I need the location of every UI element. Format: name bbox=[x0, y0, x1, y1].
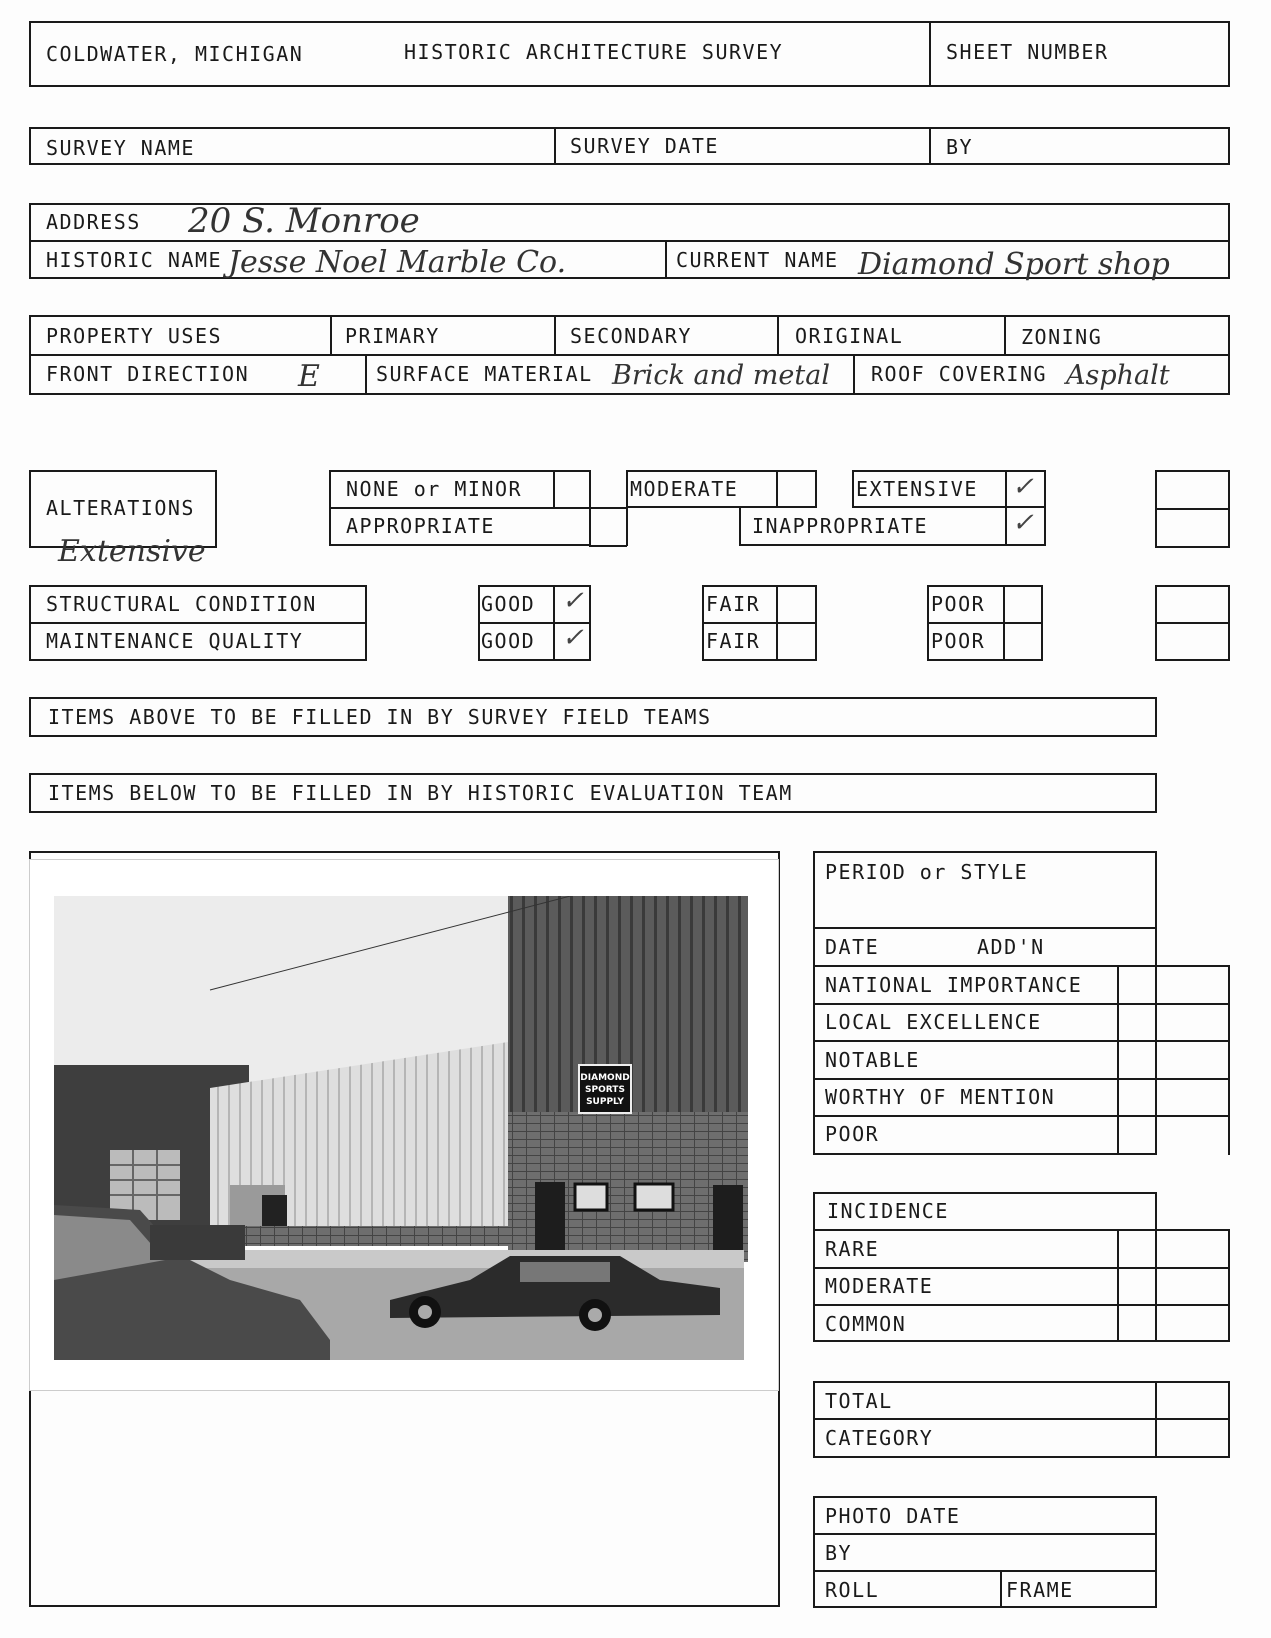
inc-col-1 bbox=[1117, 1229, 1119, 1342]
historic-name-label: HISTORIC NAME bbox=[46, 248, 223, 272]
maintenance-good: GOOD bbox=[481, 629, 536, 653]
surface-material-value: Brick and metal bbox=[612, 360, 830, 391]
inc-col-2 bbox=[1228, 1229, 1230, 1342]
surface-material-label: SURFACE MATERIAL bbox=[376, 362, 593, 386]
maintenance-quality-label: MAINTENANCE QUALITY bbox=[46, 629, 304, 653]
eval-col-2 bbox=[1228, 965, 1230, 1155]
totals-col bbox=[1155, 1381, 1157, 1458]
structural-condition-label: STRUCTURAL CONDITION bbox=[46, 592, 317, 616]
sign-sports: SPORTS bbox=[585, 1085, 625, 1095]
alt-row-bottom bbox=[589, 545, 627, 547]
inappropriate-check: ✓ bbox=[1012, 508, 1034, 538]
moderate-label: MODERATE bbox=[630, 477, 739, 501]
sign-diamond: DIAMOND bbox=[580, 1073, 630, 1083]
period-style-label: PERIOD or STYLE bbox=[825, 860, 1029, 884]
addn-label: ADD'N bbox=[977, 935, 1045, 959]
current-name-value: Diamond Sport shop bbox=[858, 247, 1170, 282]
maintenance-fair: FAIR bbox=[706, 629, 761, 653]
maintenance-poor: POOR bbox=[931, 629, 986, 653]
uses-col-1 bbox=[330, 315, 332, 355]
uses-col-3 bbox=[777, 315, 779, 355]
extensive-label: EXTENSIVE bbox=[856, 477, 978, 501]
poor-rating-label: POOR bbox=[825, 1122, 880, 1146]
poor-divider bbox=[927, 622, 1043, 624]
alterations-note: Extensive bbox=[58, 534, 206, 569]
uses-col-4 bbox=[1004, 315, 1006, 355]
front-direction-label: FRONT DIRECTION bbox=[46, 362, 250, 386]
note-below: ITEMS BELOW TO BE FILLED IN BY HISTORIC EVALUATION TEAM bbox=[48, 781, 793, 805]
address-label: ADDRESS bbox=[46, 210, 141, 234]
fair-cell bbox=[776, 585, 778, 661]
condition-label-divider bbox=[29, 622, 367, 624]
inc-row-1 bbox=[813, 1229, 1230, 1231]
survey-divider-1 bbox=[554, 127, 556, 165]
notable-label: NOTABLE bbox=[825, 1048, 920, 1072]
alt-connector bbox=[626, 507, 628, 546]
building-photo bbox=[30, 860, 778, 1390]
eval-row-3 bbox=[813, 1040, 1230, 1042]
none-minor-cell bbox=[553, 470, 555, 508]
rare-label: RARE bbox=[825, 1237, 880, 1261]
structural-poor: POOR bbox=[931, 592, 986, 616]
header-title: HISTORIC ARCHITECTURE SURVEY bbox=[404, 40, 784, 64]
eval-row-5 bbox=[813, 1115, 1230, 1117]
photo-by-label: BY bbox=[825, 1541, 853, 1565]
date-label: DATE bbox=[825, 935, 880, 959]
category-label: CATEGORY bbox=[825, 1426, 934, 1450]
extensive-check: ✓ bbox=[1012, 472, 1034, 502]
total-label: TOTAL bbox=[825, 1389, 893, 1413]
uses-divider bbox=[29, 354, 1230, 356]
eval-row-2 bbox=[813, 1003, 1230, 1005]
worthy-of-mention-label: WORTHY OF MENTION bbox=[825, 1085, 1056, 1109]
structural-good-check: ✓ bbox=[562, 586, 584, 616]
common-label: COMMON bbox=[825, 1312, 907, 1336]
national-importance-label: NATIONAL IMPORTANCE bbox=[825, 973, 1083, 997]
original-label: ORIGINAL bbox=[795, 324, 904, 348]
photo-info-row-1 bbox=[813, 1533, 1157, 1535]
property-uses-label: PROPERTY USES bbox=[46, 324, 223, 348]
alt-row-divider-a bbox=[329, 507, 627, 509]
survey-date-label: SURVEY DATE bbox=[570, 134, 719, 158]
address-value: 20 S. Monroe bbox=[188, 201, 420, 241]
survey-row-bottom bbox=[29, 163, 1230, 165]
eval-col-1 bbox=[1117, 965, 1119, 1155]
appropriate-label: APPROPRIATE bbox=[346, 514, 495, 538]
zoning-label: ZONING bbox=[1021, 325, 1103, 349]
header-divider bbox=[929, 21, 931, 87]
incidence-label: INCIDENCE bbox=[827, 1199, 949, 1223]
poor-cell bbox=[1003, 585, 1005, 661]
structural-good: GOOD bbox=[481, 592, 536, 616]
survey-divider-2 bbox=[929, 127, 931, 165]
uses-col-6 bbox=[853, 354, 855, 395]
roll-label: ROLL bbox=[825, 1578, 880, 1602]
sheet-number-label: SHEET NUMBER bbox=[946, 40, 1109, 64]
none-minor-label: NONE or MINOR bbox=[346, 477, 523, 501]
eval-row-4 bbox=[813, 1078, 1230, 1080]
survey-name-label: SURVEY NAME bbox=[46, 136, 195, 160]
roof-covering-value: Asphalt bbox=[1066, 360, 1170, 391]
maintenance-good-check: ✓ bbox=[562, 623, 584, 653]
moderate-incidence-label: MODERATE bbox=[825, 1274, 934, 1298]
appropriate-cell bbox=[589, 507, 591, 546]
survey-by-label: BY bbox=[946, 135, 974, 159]
local-excellence-label: LOCAL EXCELLENCE bbox=[825, 1010, 1042, 1034]
photo-date-label: PHOTO DATE bbox=[825, 1504, 961, 1528]
inc-row-2 bbox=[813, 1267, 1230, 1269]
inc-row-4 bbox=[1155, 1340, 1230, 1342]
structural-fair: FAIR bbox=[706, 592, 761, 616]
photo-info-row-2 bbox=[813, 1570, 1157, 1572]
front-direction-value: E bbox=[298, 359, 320, 394]
uses-col-2 bbox=[554, 315, 556, 355]
primary-label: PRIMARY bbox=[345, 324, 440, 348]
photo-info-col bbox=[1000, 1570, 1002, 1608]
secondary-label: SECONDARY bbox=[570, 324, 692, 348]
alterations-score-divider bbox=[1155, 508, 1230, 510]
condition-score-divider bbox=[1155, 622, 1230, 624]
fair-divider bbox=[702, 622, 817, 624]
names-divider bbox=[665, 240, 667, 279]
inappropriate-label: INAPPROPRIATE bbox=[752, 514, 929, 538]
roof-covering-label: ROOF COVERING bbox=[871, 362, 1048, 386]
historic-name-value: Jesse Noel Marble Co. bbox=[228, 245, 567, 280]
good-cell bbox=[553, 585, 555, 661]
current-name-label: CURRENT NAME bbox=[676, 248, 839, 272]
totals-divider bbox=[813, 1418, 1230, 1420]
eval-row-1 bbox=[813, 965, 1230, 967]
note-above: ITEMS ABOVE TO BE FILLED IN BY SURVEY FIELD TEAMS bbox=[48, 705, 712, 729]
header-location: COLDWATER, MICHIGAN bbox=[46, 42, 304, 66]
frame-label: FRAME bbox=[1006, 1578, 1074, 1602]
alterations-label: ALTERATIONS bbox=[46, 496, 195, 520]
uses-col-5 bbox=[365, 354, 367, 395]
moderate-cell bbox=[776, 470, 778, 508]
inc-row-3 bbox=[813, 1304, 1230, 1306]
sign-supply: SUPPLY bbox=[586, 1097, 624, 1107]
